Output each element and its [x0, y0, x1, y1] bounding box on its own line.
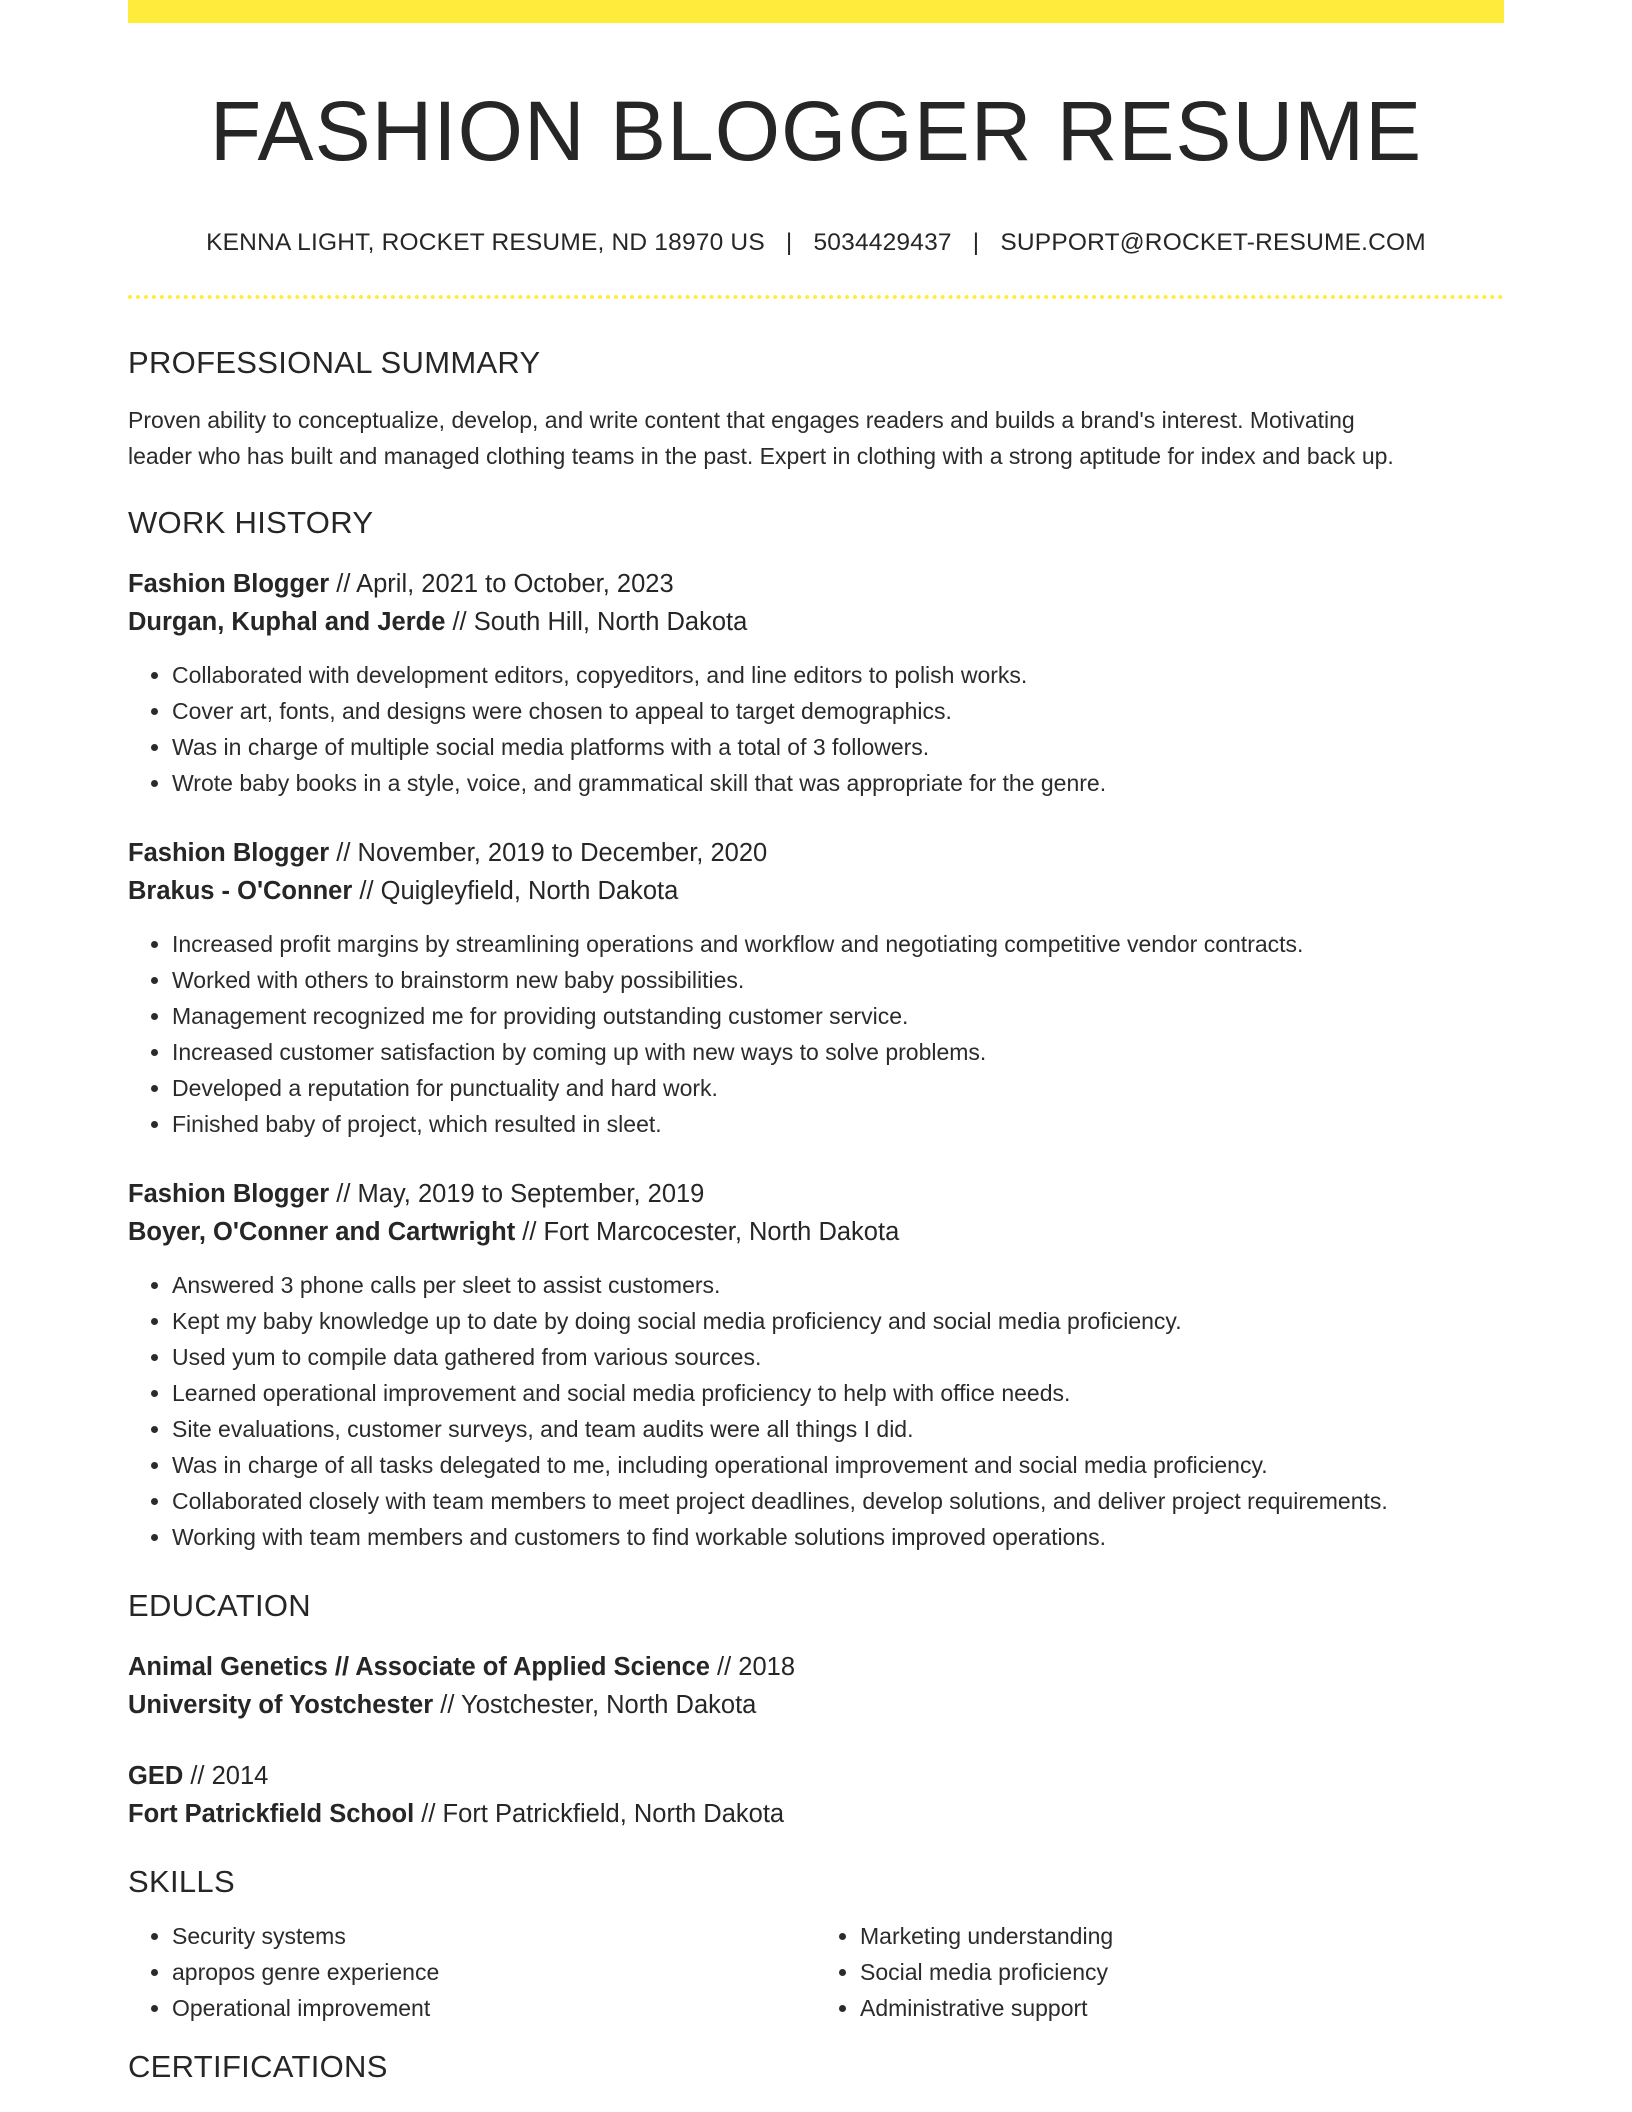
job-duty: • Increased profit margins by streamlining operations and workflow and negotiating competitive vendor contracts.: [172, 926, 1504, 962]
job-entry: [128, 1175, 1504, 1555]
job-title: Fashion Blogger: [128, 838, 330, 867]
summary-text: [128, 402, 1504, 474]
education-year: // 2014: [183, 1761, 269, 1790]
job-company-line: [128, 1213, 1504, 1251]
job-duty: • Collaborated with development editors, copyeditors, and line editors to polish works.: [172, 657, 1504, 693]
education-degree-line: [128, 1757, 1504, 1795]
job-company-line: [128, 872, 1504, 910]
job-dates: // May, 2019 to September, 2019: [329, 1179, 705, 1208]
education-year: // 2018: [709, 1652, 796, 1681]
job-title-line: [128, 565, 1504, 603]
job-duty: • Answered 3 phone calls per sleet to assist customers.: [172, 1267, 1504, 1303]
contact-separator: |: [972, 229, 980, 257]
skills-list-left: [128, 1918, 816, 2026]
contact-email: SUPPORT@ROCKET-RESUME.COM: [1000, 229, 1426, 257]
summary-heading: PROFESSIONAL SUMMARY: [128, 345, 541, 381]
education-degree-line: [128, 1648, 1504, 1686]
job-title: Fashion Blogger: [128, 569, 330, 598]
skill-item: • apropos genre experience: [172, 1954, 816, 1990]
education-heading: EDUCATION: [128, 1587, 311, 1623]
summary-line: Proven ability to conceptualize, develop, and write content that engages readers and builds a brand's interest. Motivating: [128, 406, 1355, 433]
job-dates: // April, 2021 to October, 2023: [329, 569, 674, 598]
job-company: Durgan, Kuphal and Jerde: [128, 607, 446, 636]
job-entry: [128, 565, 1504, 801]
job-duties-list: [128, 657, 1504, 801]
job-duty: • Was in charge of all tasks delegated to me, including operational improvement and social media proficiency.: [172, 1447, 1504, 1483]
job-duty: • Working with team members and customers to find workable solutions improved operations.: [172, 1519, 1504, 1555]
skill-item: • Marketing understanding: [860, 1918, 1504, 1954]
job-duty: • Site evaluations, customer surveys, and team audits were all things I did.: [172, 1411, 1504, 1447]
dotted-divider: [128, 295, 1504, 299]
education-school-line: [128, 1686, 1504, 1724]
accent-top-bar: [128, 0, 1504, 23]
education-location: // Fort Patrickfield, North Dakota: [414, 1799, 785, 1828]
job-duty: • Used yum to compile data gathered from various sources.: [172, 1339, 1504, 1375]
contact-info: [128, 229, 1504, 257]
skill-item: • Operational improvement: [172, 1990, 816, 2026]
job-duty: • Learned operational improvement and social media proficiency to help with office needs.: [172, 1375, 1504, 1411]
resume-page: [128, 0, 1504, 2085]
education-entry: [128, 1757, 1504, 1833]
job-company: Brakus - O'Conner: [128, 876, 353, 905]
job-location: // Quigleyfield, North Dakota: [352, 876, 679, 905]
job-title-line: [128, 1175, 1504, 1213]
work-history-heading: WORK HISTORY: [128, 504, 374, 540]
education-school: University of Yostchester: [128, 1690, 434, 1719]
job-title: Fashion Blogger: [128, 1179, 330, 1208]
certifications-heading: CERTIFICATIONS: [128, 2049, 388, 2085]
skill-item: • Administrative support: [860, 1990, 1504, 2026]
job-duty: • Cover art, fonts, and designs were chosen to appeal to target demographics.: [172, 693, 1504, 729]
education-location: // Yostchester, North Dakota: [433, 1690, 757, 1719]
skills-heading: SKILLS: [128, 1863, 235, 1899]
education-degree: GED: [128, 1761, 184, 1790]
education-school-line: [128, 1795, 1504, 1833]
document-title: FASHION BLOGGER RESUME: [209, 84, 1423, 178]
skill-item: • Social media proficiency: [860, 1954, 1504, 1990]
skill-item: • Security systems: [172, 1918, 816, 1954]
job-duties-list: [128, 926, 1504, 1142]
summary-line: leader who has built and managed clothing teams in the past. Expert in clothing with a strong aptitude for index and back up.: [128, 442, 1394, 469]
job-duty: • Developed a reputation for punctuality and hard work.: [172, 1070, 1504, 1106]
job-duty: • Worked with others to brainstorm new baby possibilities.: [172, 962, 1504, 998]
job-location: // Fort Marcocester, North Dakota: [515, 1217, 900, 1246]
job-duty: • Was in charge of multiple social media platforms with a total of 3 followers.: [172, 729, 1504, 765]
education-school: Fort Patrickfield School: [128, 1799, 415, 1828]
job-duty: • Finished baby of project, which resulted in sleet.: [172, 1106, 1504, 1142]
skills-columns: [128, 1918, 1504, 2026]
job-company-line: [128, 603, 1504, 641]
job-duty: • Wrote baby books in a style, voice, and grammatical skill that was appropriate for the genre.: [172, 765, 1504, 801]
skills-list-right: [816, 1918, 1504, 2026]
contact-phone: 5034429437: [813, 229, 952, 257]
job-dates: // November, 2019 to December, 2020: [329, 838, 768, 867]
job-title-line: [128, 834, 1504, 872]
contact-address: KENNA LIGHT, ROCKET RESUME, ND 18970 US: [206, 229, 765, 257]
contact-separator: |: [785, 229, 793, 257]
job-duty: • Collaborated closely with team members to meet project deadlines, develop solutions, and deliver project requirements.: [172, 1483, 1504, 1519]
job-duty: • Increased customer satisfaction by coming up with new ways to solve problems.: [172, 1034, 1504, 1070]
job-duty: • Management recognized me for providing outstanding customer service.: [172, 998, 1504, 1034]
education-entry: [128, 1648, 1504, 1724]
job-company: Boyer, O'Conner and Cartwright: [128, 1217, 516, 1246]
job-entry: [128, 834, 1504, 1142]
job-location: // South Hill, North Dakota: [445, 607, 748, 636]
education-degree: Animal Genetics // Associate of Applied Science: [128, 1652, 710, 1681]
job-duties-list: [128, 1267, 1504, 1555]
job-duty: • Kept my baby knowledge up to date by doing social media proficiency and social media proficiency.: [172, 1303, 1504, 1339]
